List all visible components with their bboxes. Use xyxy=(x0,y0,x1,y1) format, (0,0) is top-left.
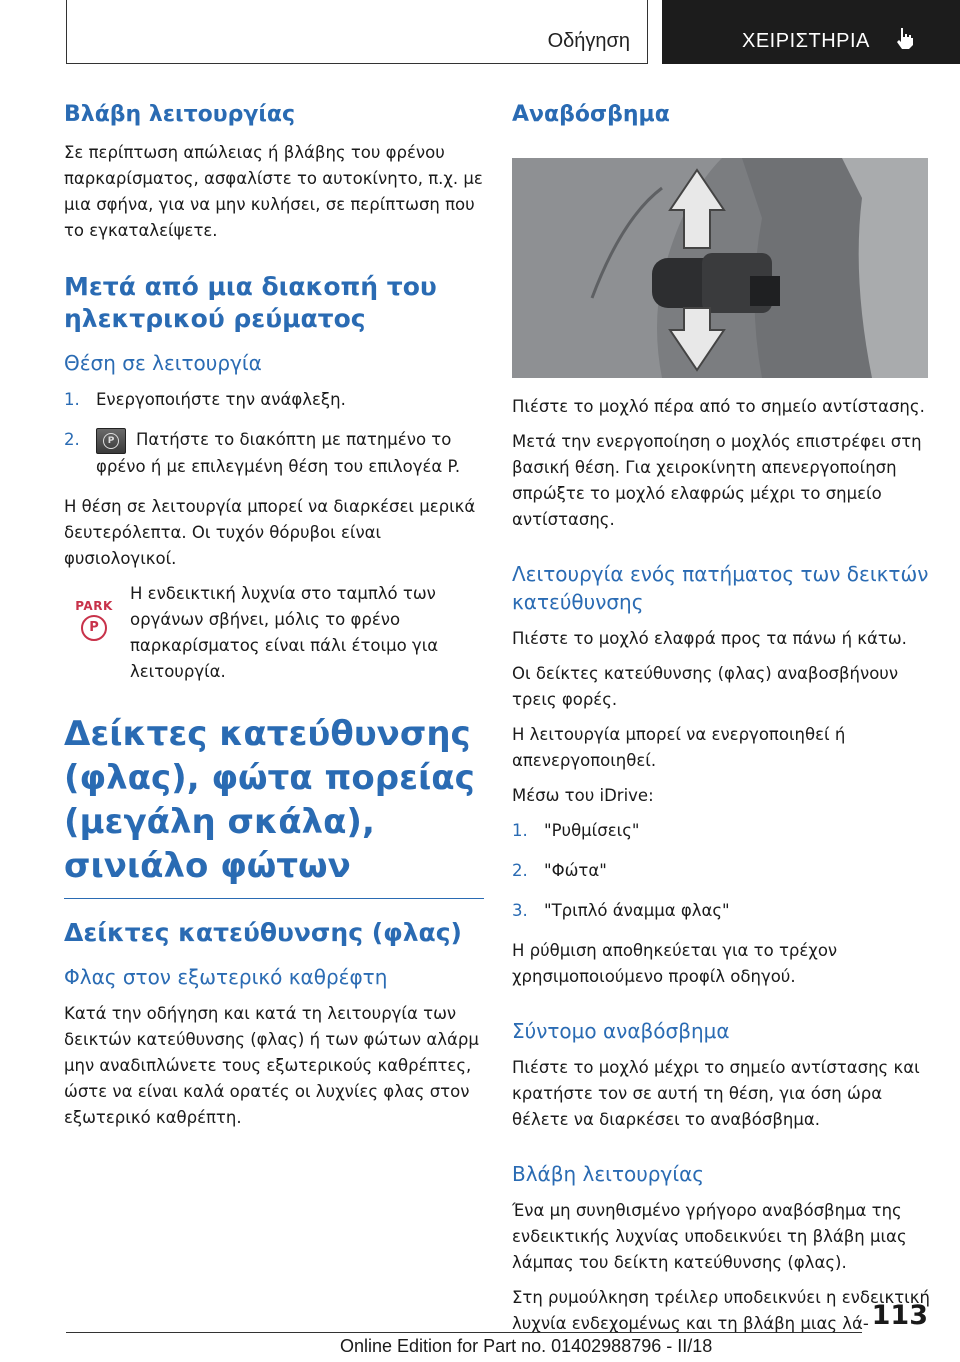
paragraph-seconds: Η θέση σε λειτουργία μπορεί να διαρκέσει μερικά δευτερόλεπτα. Οι τυχόν θόρυβοι είναι φυσιολογικοί. xyxy=(64,496,476,568)
list-item: 3. "Τριπλό άναμμα φλας" xyxy=(512,901,730,920)
paragraph-profile: Η ρύθμιση αποθηκεύεται για το τρέχον χρησιμοποιούμενο προφίλ οδηγού. xyxy=(512,941,838,986)
turn-signal-lever-image xyxy=(512,158,928,378)
menu-path-list xyxy=(512,818,932,924)
heading-turn-signals: Δείκτες κατεύθυνσης (φλας) xyxy=(64,917,462,947)
heading-mirror-signal: Φλας στον εξωτερικό καθρέφτη xyxy=(64,964,388,989)
park-warning-icon: PARK P xyxy=(74,599,114,641)
list-item: 1. "Ρυθμίσεις" xyxy=(512,821,640,840)
heading-malfunction: Βλάβη λειτουργίας xyxy=(64,102,296,127)
menu-step-1: "Ρυθμίσεις" xyxy=(544,821,640,840)
chapter-tab[interactable] xyxy=(662,0,960,64)
paragraph-malfunction: Σε περίπτωση απώλειας ή βλάβης του φρένου παρκαρίσματος, ασφαλίστε το αυτοκίνητο, π.χ. με μια σφήνα, για να μην κυλήσει, σε περίπτωση που το εγκαταλείψετε. xyxy=(64,143,483,240)
paragraph-three-times: Οι δείκτες κατεύθυνσης (φλας) αναβοσβήνουν τρεις φορές. xyxy=(512,664,899,709)
heading-operation: Θέση σε λειτουργία xyxy=(64,351,262,375)
heading-malfunction-2: Βλάβη λειτουργίας xyxy=(512,1162,705,1186)
list-item: 2. "Φώτα" xyxy=(512,861,607,880)
hand-pointer-icon xyxy=(894,26,916,54)
menu-step-3: "Τριπλό άναμμα φλας" xyxy=(544,901,730,920)
footer-edition: Online Edition for Part no. 01402988796 - II/18 xyxy=(340,1336,713,1356)
left-column xyxy=(64,100,484,1140)
heading-triple-flash: Λειτουργία ενός πατήματος των δεικτών κατεύθυνσης xyxy=(512,562,929,614)
section-title: Οδήγηση xyxy=(547,30,630,52)
page-number: 113 xyxy=(871,1300,928,1331)
chapter-tab-label: ΧΕΙΡΙΣΤΗΡΙΑ xyxy=(742,30,870,52)
heading-after-power-cut: Μετά από μια διακοπή του ηλεκτρικού ρεύματος xyxy=(64,272,437,333)
list-item: 2. P Πατήστε το διακόπτη με πατημένο το φρένο ή με επιλεγμένη θέση του επιλογέα P. xyxy=(64,427,484,480)
heading-brief-flash: Σύντομο αναβόσβημα xyxy=(512,1019,730,1043)
step-2-text: Πατήστε το διακόπτη με πατημένο το φρένο ή με επιλεγμένη θέση του επιλογέα P. xyxy=(96,430,461,476)
paragraph-trailer: Στη ρυμούλκηση τρέιλερ υποδεικνύει η ενδεικτική λυχνία ενδεχομένως και τη βλάβη μιας λά- xyxy=(512,1288,930,1333)
heading-main: Δείκτες κατεύθυνσης (φλας), φώτα πορείας (μεγάλη σκάλα), σινιάλο φώτων xyxy=(64,713,475,886)
heading-flashing: Αναβόσβημα xyxy=(512,102,670,127)
paragraph-light-press: Πιέστε το μοχλό ελαφρά προς τα πάνω ή κάτω. xyxy=(512,629,907,648)
footer-rule xyxy=(66,1332,862,1333)
parking-brake-switch-icon: P xyxy=(96,428,126,454)
indicator-text: Η ενδεικτική λυχνία στο ταμπλό των οργάνων σβήνει, μόλις το φρένο παρκαρίσματος είναι πάλι έτοιμο για λειτουργία. xyxy=(130,583,439,681)
right-column xyxy=(512,100,932,1346)
paragraph-idrive: Μέσω του iDrive: xyxy=(512,786,654,805)
paragraph-enable: Η λειτουργία μπορεί να ενεργοποιηθεί ή απενεργοποιηθεί. xyxy=(512,725,846,770)
paragraph-press: Πιέστε το μοχλό πέρα από το σημείο αντίστασης. xyxy=(512,397,925,416)
paragraph-return: Μετά την ενεργοποίηση ο μοχλός επιστρέφει στη βασική θέση. Για χειροκίνητη απενεργοποίηση σπρώξτε το μοχλό ελαφρώς μέχρι το σημείο αντίστασης. xyxy=(512,432,922,529)
menu-step-2: "Φώτα" xyxy=(544,861,607,880)
paragraph-fast-flash: Ένα μη συνηθισμένο γρήγορο αναβόσβημα της ενδεικτικής λυχνίας υποδεικνύει τη βλάβη μιας λάμπας του δείκτη κατεύθυνσης (φλας). xyxy=(512,1201,907,1272)
paragraph-brief: Πιέστε το μοχλό μέχρι το σημείο αντίστασης και κρατήστε τον σε αυτή τη θέση, για όση ώρα θέλετε να διαρκέσει το αναβόσβημα. xyxy=(512,1058,920,1129)
indicator-note xyxy=(64,581,484,685)
paragraph-mirror: Κατά την οδήγηση και κατά τη λειτουργία των δεικτών κατεύθυνσης (φλας) ή των φώτων αλάρμ μην αναδιπλώνετε τους εξωτερικούς καθρέπτες, ώστε να είναι καλά ορατές οι λυχνίες φλας στον εξωτερικό καθρέπτη. xyxy=(64,1003,479,1127)
steps-list xyxy=(64,387,484,480)
heading-rule xyxy=(64,898,484,899)
step-1-text: Ενεργοποιήστε την ανάφλεξη. xyxy=(96,390,346,409)
list-item: 1. Ενεργοποιήστε την ανάφλεξη. xyxy=(64,390,346,409)
